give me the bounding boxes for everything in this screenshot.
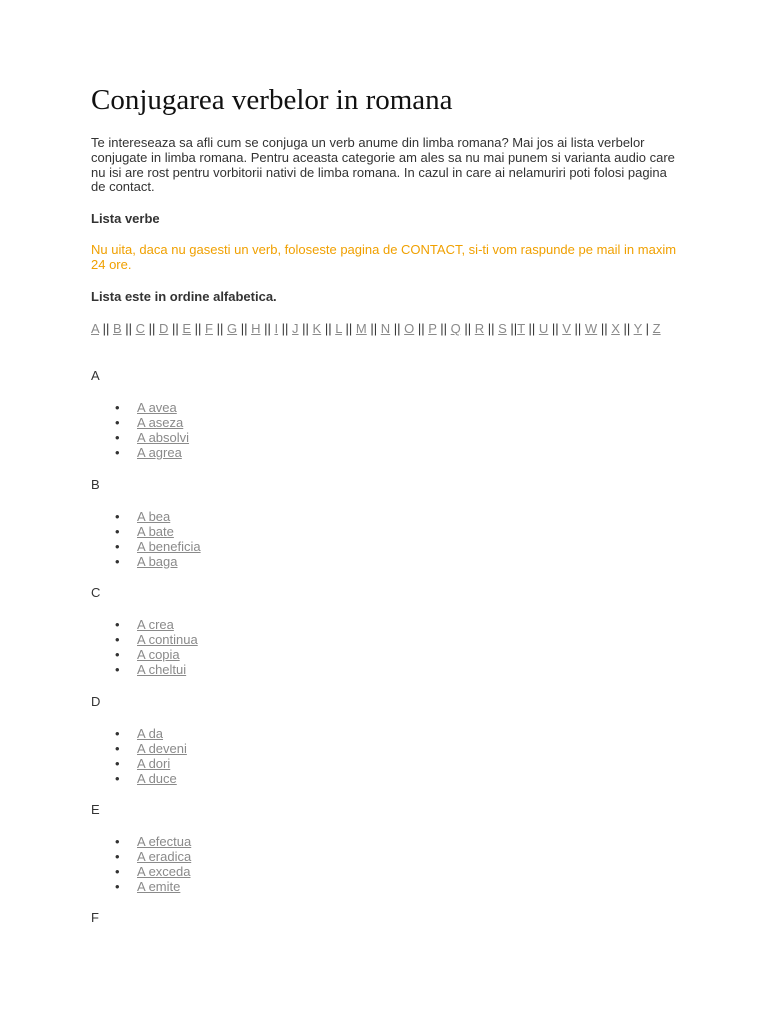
letter-separator: || (570, 321, 585, 336)
letter-link-z[interactable]: Z (652, 321, 661, 336)
letter-link-q[interactable]: Q (450, 321, 461, 336)
list-item (91, 849, 191, 864)
list-item (91, 554, 201, 569)
letter-separator: || (168, 321, 183, 336)
list-item (91, 509, 201, 524)
verb-link[interactable]: A dori (137, 756, 171, 771)
list-item (91, 741, 187, 756)
list-item (91, 864, 191, 879)
letter-separator: || (506, 321, 518, 336)
order-note: Lista este in ordine alfabetica. (91, 289, 277, 304)
verb-link[interactable]: A aseza (137, 415, 184, 430)
letter-separator: || (597, 321, 612, 336)
letter-separator: || (619, 321, 634, 336)
letter-link-m[interactable]: M (355, 321, 367, 336)
letter-link-h[interactable]: H (251, 321, 261, 336)
letter-link-l[interactable]: L (335, 321, 342, 336)
verb-link[interactable]: A baga (137, 554, 178, 569)
letter-link-k[interactable]: K (312, 321, 322, 336)
verb-link[interactable]: A bate (137, 524, 174, 539)
letter-link-r[interactable]: R (474, 321, 485, 336)
letter-separator: || (341, 321, 356, 336)
alphabet-index (91, 322, 681, 337)
letter-separator: || (98, 321, 113, 336)
list-item (91, 617, 198, 632)
section-letter-b: B (91, 477, 100, 492)
verb-link[interactable]: A efectua (137, 834, 192, 849)
verb-link[interactable]: A bea (137, 509, 171, 524)
list-heading: Lista verbe (91, 211, 160, 226)
letter-link-y[interactable]: Y (633, 321, 643, 336)
letter-separator: || (298, 321, 313, 336)
letter-link-p[interactable]: P (428, 321, 437, 336)
intro-paragraph: Te intereseaza sa afli cum se conjuga un verb anume din limba romana? Mai jos ai lista verbelor conjugate in limba romana. Pentru aceasta categorie am ales sa nu mai punem si varianta audio care nu isi are rost pentru vorbitorii nativi de limba romana. In cazul in care ai nelamuriri poti folosi pagina de contact. (91, 135, 675, 195)
verb-link[interactable]: A emite (137, 879, 181, 894)
letter-separator: || (278, 321, 293, 336)
verb-link[interactable]: A continua (137, 632, 198, 647)
list-item (91, 756, 187, 771)
verb-link[interactable]: A beneficia (137, 539, 201, 554)
list-item (91, 834, 191, 849)
verb-link[interactable]: A crea (137, 617, 174, 632)
list-item (91, 632, 198, 647)
section-letter-f: F (91, 910, 99, 925)
contact-notice: Nu uita, daca nu gasesti un verb, foloseste pagina de CONTACT, si-ti vom raspunde pe mail in maxim 24 ore. (91, 242, 677, 272)
letter-separator: || (321, 321, 336, 336)
letter-separator: | (642, 321, 653, 336)
letter-separator: || (390, 321, 405, 336)
letter-separator: || (237, 321, 252, 336)
letter-separator: || (260, 321, 275, 336)
letter-separator: || (145, 321, 159, 336)
list-item (91, 430, 189, 445)
page-title: Conjugarea verbelor in romana (91, 84, 453, 116)
letter-link-o[interactable]: O (404, 321, 415, 336)
list-item (91, 445, 189, 460)
list-item (91, 524, 201, 539)
section-letter-a: A (91, 368, 100, 383)
letter-link-w[interactable]: W (584, 321, 598, 336)
verb-list-d (91, 726, 187, 786)
letter-separator: || (191, 321, 206, 336)
letter-separator: || (460, 321, 475, 336)
letter-link-s[interactable]: S (498, 321, 507, 336)
verb-link[interactable]: A avea (137, 400, 177, 415)
verb-link[interactable]: A exceda (137, 864, 191, 879)
letter-link-n[interactable]: N (380, 321, 391, 336)
letter-link-i[interactable]: I (274, 321, 279, 336)
verb-link[interactable]: A da (137, 726, 164, 741)
verb-link[interactable]: A copia (137, 647, 180, 662)
letter-link-g[interactable]: G (226, 321, 238, 336)
list-item (91, 726, 187, 741)
letter-separator: || (366, 321, 381, 336)
letter-link-t[interactable]: T (517, 321, 525, 336)
letter-separator: || (524, 321, 539, 336)
list-item (91, 879, 191, 894)
letter-separator: || (548, 321, 563, 336)
list-item (91, 400, 189, 415)
letter-link-c[interactable]: C (135, 321, 145, 336)
letter-link-b[interactable]: B (112, 321, 122, 336)
list-item (91, 415, 189, 430)
verb-list-b (91, 509, 201, 569)
letter-separator: || (212, 321, 227, 336)
letter-link-j[interactable]: J (292, 321, 299, 336)
letter-link-v[interactable]: V (562, 321, 571, 336)
verb-list-c (91, 617, 198, 677)
verb-link[interactable]: A deveni (137, 741, 187, 756)
list-item (91, 647, 198, 662)
section-letter-e: E (91, 802, 100, 817)
verb-list-e (91, 834, 191, 894)
verb-link[interactable]: A absolvi (137, 430, 190, 445)
letter-separator: || (484, 321, 499, 336)
list-item (91, 662, 198, 677)
letter-link-e[interactable]: E (182, 321, 192, 336)
verb-link[interactable]: A duce (137, 771, 177, 786)
verb-link[interactable]: A eradica (137, 849, 192, 864)
section-letter-c: C (91, 585, 101, 600)
verb-link[interactable]: A cheltui (137, 662, 187, 677)
section-letter-d: D (91, 694, 101, 709)
verb-list-a (91, 400, 189, 460)
letter-separator: || (121, 321, 136, 336)
list-item (91, 771, 187, 786)
letter-link-x[interactable]: X (611, 321, 620, 336)
letter-link-u[interactable]: U (538, 321, 549, 336)
letter-separator: || (436, 321, 451, 336)
letter-link-a[interactable]: A (91, 321, 99, 336)
verb-link[interactable]: A agrea (137, 445, 182, 460)
letter-separator: || (414, 321, 429, 336)
letter-link-f[interactable]: F (205, 321, 213, 336)
letter-link-d[interactable]: D (158, 321, 169, 336)
list-item (91, 539, 201, 554)
